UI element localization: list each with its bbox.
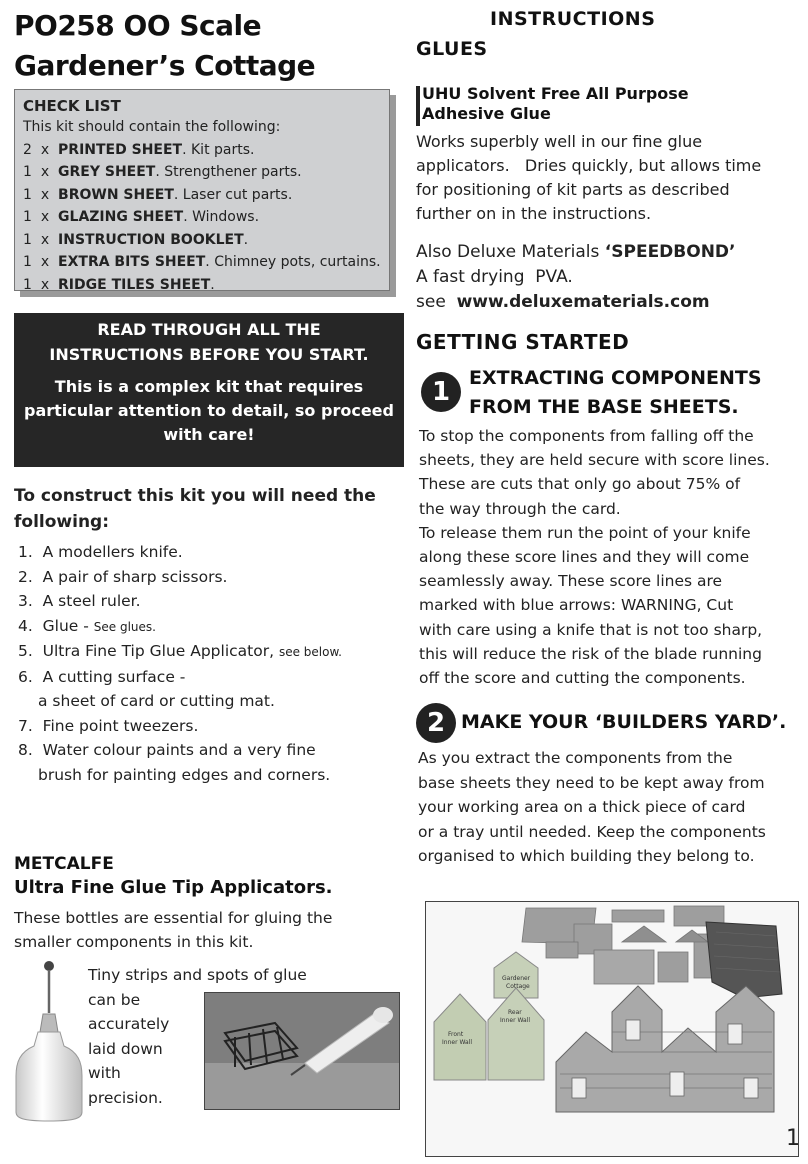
- checklist-item: 1 x RIDGE TILES SHEET.: [23, 276, 215, 293]
- step-1-title: EXTRACTING COMPONENTS FROM THE BASE SHEETS.: [469, 367, 762, 418]
- photo-label-cottage: Cottage: [506, 983, 530, 990]
- deluxe-url-link[interactable]: www.deluxematerials.com: [456, 292, 710, 312]
- warning-box: [14, 313, 404, 467]
- uhu-heading: UHU Solvent Free All Purpose Adhesive Glue: [422, 84, 689, 123]
- step-2-body: As you extract the components from the base sheets they need to be kept away from your working area on a thick piece of card or a tray until needed. Keep the components organised to which building they belong to.: [418, 749, 766, 865]
- checklist-box: [14, 89, 390, 291]
- list-item: 7. Fine point tweezers.: [18, 716, 199, 735]
- list-item: 5. Ultra Fine Tip Glue Applicator, see below.: [18, 642, 342, 660]
- list-item: brush for painting edges and corners.: [38, 765, 331, 784]
- tools-list: [18, 540, 408, 787]
- title-line-1: PO258 OO Scale: [14, 9, 262, 42]
- checklist-item: 1 x BROWN SHEET. Laser cut parts.: [23, 186, 293, 203]
- title-line-2: Gardener’s Cottage: [14, 49, 316, 82]
- list-item: a sheet of card or cutting mat.: [38, 692, 275, 710]
- builders-yard-photo: [425, 901, 799, 1157]
- photo-label-front: Front: [448, 1031, 464, 1038]
- uhu-bar: [416, 86, 420, 126]
- list-item: 1. A modellers knife.: [18, 543, 183, 561]
- checklist-item: 1 x EXTRA BITS SHEET. Chimney pots, curtains.: [23, 254, 381, 270]
- page-number: 1: [786, 1126, 800, 1151]
- getting-started-heading: GETTING STARTED: [416, 330, 630, 354]
- step-2-number-badge: 2: [416, 703, 456, 743]
- photo-label-gardener: Gardener: [502, 975, 531, 982]
- applicator-photo-art: [205, 993, 399, 1109]
- metcalfe-subheading: Ultra Fine Glue Tip Applicators.: [14, 877, 333, 898]
- list-item: 8. Water colour paints and a very fine: [18, 741, 316, 759]
- tools-intro: To construct this kit you will need the following:: [14, 486, 376, 532]
- checklist-item: 1 x INSTRUCTION BOOKLET.: [23, 231, 249, 248]
- photo-label-front-inner: Inner Wall: [442, 1039, 472, 1046]
- warning-read-through: READ THROUGH ALL THE INSTRUCTIONS BEFORE YOU START.: [49, 320, 369, 364]
- step-1-body: To stop the components from falling off the sheets, they are held secure with score lines. These are cuts that only go about 75% of the way through the card. To release them run the point of your knife along these score lines and they will come seamlessly away. These score lines are marked with blue arrows: WARNING, Cut with care using a knife that is not too sharp, this will reduce the risk of the blade running off the score and cutting the components.: [419, 427, 770, 688]
- list-item: 4. Glue - See glues.: [18, 616, 156, 635]
- checklist-intro: This kit should contain the following:: [23, 119, 281, 135]
- metcalfe-heading: METCALFE: [14, 854, 114, 874]
- metcalfe-tiny-text: Tiny strips and spots of glue can be accurately laid down with precision.: [88, 966, 307, 1107]
- step-1-number-badge: 1: [421, 372, 461, 412]
- builders-yard-photo-art: [426, 902, 798, 1156]
- warning-complex-kit: This is a complex kit that requires particular attention to detail, so proceed with care!: [24, 377, 394, 444]
- photo-label-rear-inner: Inner Wall: [500, 1017, 530, 1024]
- uhu-body: Works superbly well in our fine glue applicators. Dries quickly, but allows time for positioning of kit parts as described further on in the instructions.: [416, 132, 762, 223]
- glues-heading: GLUES: [416, 38, 488, 60]
- checklist-item: 2 x PRINTED SHEET. Kit parts.: [23, 141, 255, 158]
- applicator-photo: [204, 992, 400, 1110]
- list-item: 2. A pair of sharp scissors.: [18, 567, 228, 586]
- page-title: [14, 6, 315, 86]
- list-item: 3. A steel ruler.: [18, 592, 141, 610]
- checklist-heading: CHECK LIST: [23, 97, 121, 115]
- glue-bottle-illustration: [12, 958, 86, 1122]
- instructions-heading: INSTRUCTIONS: [490, 8, 656, 30]
- checklist-item: 1 x GREY SHEET. Strengthener parts.: [23, 164, 302, 180]
- list-item: 6. A cutting surface -: [18, 667, 186, 686]
- step-2-title: MAKE YOUR ‘BUILDERS YARD’.: [461, 711, 787, 733]
- checklist-item: 1 x GLAZING SHEET. Windows.: [23, 209, 260, 225]
- photo-label-rear: Rear: [508, 1009, 522, 1016]
- deluxe-block: Also Deluxe Materials ‘SPEEDBOND’ A fast drying PVA. see www.deluxematerials.com: [416, 242, 736, 312]
- metcalfe-body: These bottles are essential for gluing the smaller components in this kit.: [14, 909, 333, 951]
